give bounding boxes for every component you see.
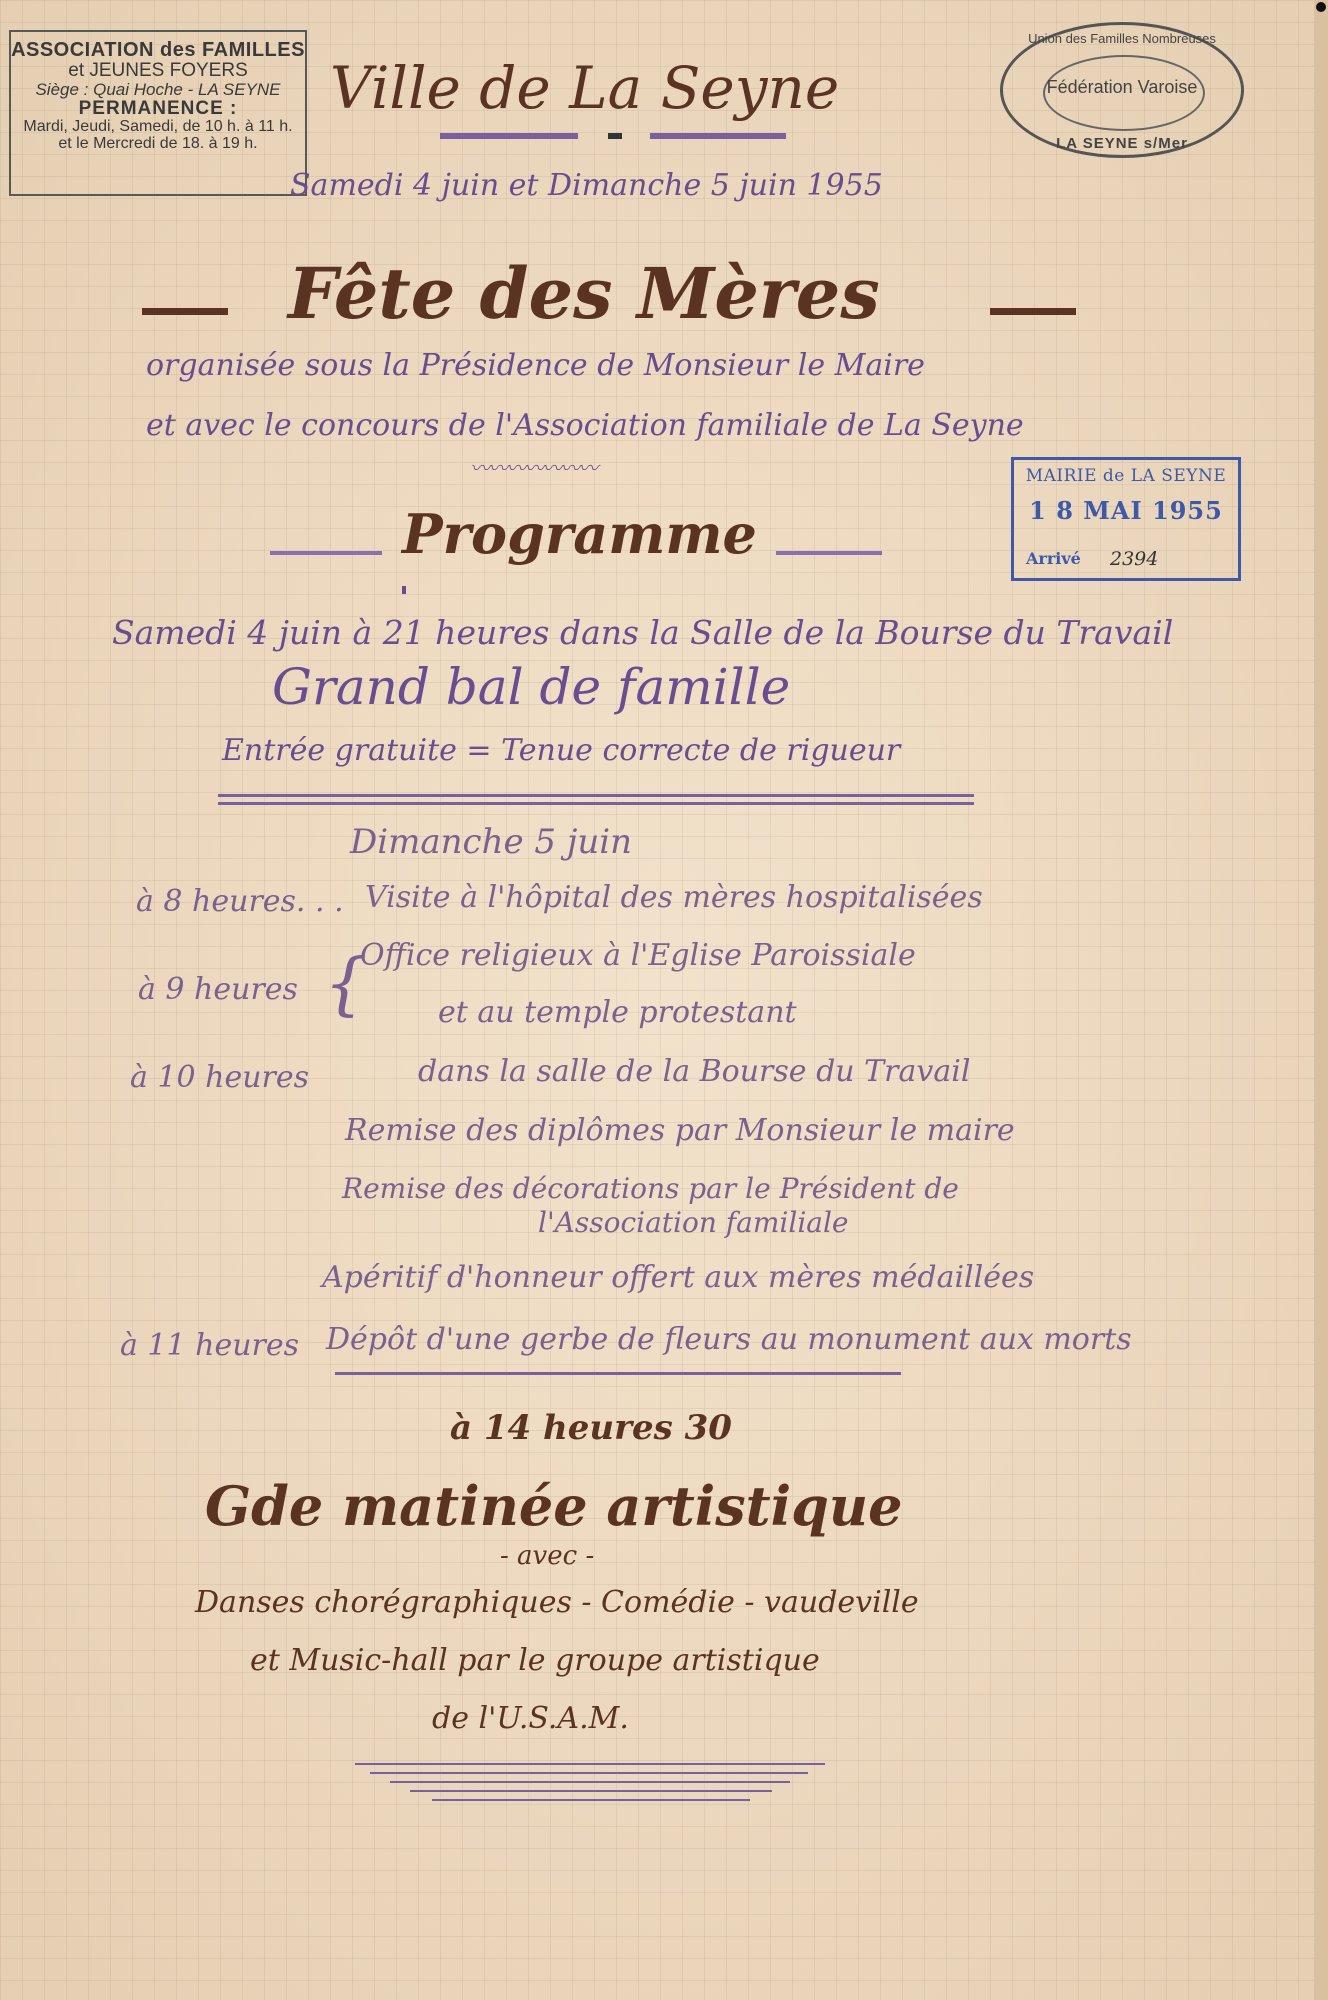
bottom-rule-2 <box>370 1772 808 1774</box>
city-underline-left <box>440 133 578 139</box>
title-sub-2: et avec le concours de l'Association familiale de La Seyne <box>146 408 1024 443</box>
programme-line-left <box>270 551 382 555</box>
title-dash-left <box>142 308 228 315</box>
assoc-line-5: Mardi, Jeudi, Samedi, de 10 h. à 11 h. <box>23 117 293 135</box>
sunday-time-1: à 8 heures. . . <box>136 884 344 919</box>
sunday-text-7: Dépôt d'une gerbe de fleurs au monument aux morts <box>326 1322 1132 1357</box>
main-title: Fête des Mères <box>288 252 880 335</box>
sunday-text-1: Visite à l'hôpital des mères hospitalisées <box>365 880 983 915</box>
association-stamp <box>9 30 307 196</box>
sunday-underline <box>335 1372 901 1375</box>
afternoon-line-2: et Music-hall par le groupe artistique <box>250 1643 820 1678</box>
received-stamp <box>1011 457 1241 581</box>
sunday-text-2: Office religieux à l'Eglise Paroissiale <box>360 938 916 973</box>
federation-ring-text: Union des Familles Nombreuses <box>1028 31 1216 46</box>
sunday-text-5b: l'Association familiale <box>538 1206 849 1239</box>
federation-stamp <box>1000 22 1244 158</box>
wavy-divider: 〰〰〰〰〰〰〰 <box>470 456 596 480</box>
assoc-line-3: Siège : Quai Hoche - LA SEYNE <box>35 79 281 99</box>
brace-symbol: { <box>324 945 368 1024</box>
sunday-heading: Dimanche 5 juin <box>350 822 633 862</box>
bottom-rule-1 <box>355 1763 825 1765</box>
afternoon-line-3: de l'U.S.A.M. <box>432 1701 629 1736</box>
saturday-underline-1 <box>218 794 974 797</box>
sunday-text-4: Remise des diplômes par Monsieur le maire <box>345 1113 1015 1148</box>
bottom-rule-5 <box>432 1799 750 1801</box>
bottom-rule-4 <box>410 1790 772 1792</box>
sunday-text-5: Remise des décorations par le Président de <box>342 1172 959 1205</box>
received-office: MAIRIE de LA SEYNE <box>1025 466 1227 486</box>
saturday-event: Grand bal de famille <box>272 658 791 716</box>
assoc-line-4: PERMANENCE : <box>78 97 238 119</box>
dates-line: Samedi 4 juin et Dimanche 5 juin 1955 <box>290 168 883 203</box>
programme-line-right <box>776 551 882 555</box>
saturday-underline-2 <box>218 802 974 805</box>
sunday-time-3: à 10 heures <box>130 1060 310 1095</box>
assoc-line-6: et le Mercredi de 18. à 19 h. <box>58 134 258 152</box>
city-underline-right <box>650 133 786 139</box>
programme-tick <box>402 586 406 594</box>
afternoon-time: à 14 heures 30 <box>450 1408 732 1448</box>
received-label: Arrivé <box>1026 549 1081 568</box>
afternoon-line-1: Danses chorégraphiques - Comédie - vaudeville <box>195 1585 919 1620</box>
saturday-note: Entrée gratuite = Tenue correcte de rigueur <box>222 733 901 768</box>
sunday-time-7: à 11 heures <box>120 1328 300 1363</box>
federation-place: LA SEYNE s/Mer <box>1056 135 1188 152</box>
bottom-rule-3 <box>390 1781 790 1783</box>
afternoon-event: Gde matinée artistique <box>205 1474 903 1538</box>
title-sub-1: organisée sous la Présidence de Monsieur le Maire <box>146 348 925 383</box>
sunday-time-2: à 9 heures <box>138 972 298 1007</box>
sunday-text-3: dans la salle de la Bourse du Travail <box>418 1054 971 1089</box>
saturday-line: Samedi 4 juin à 21 heures dans la Salle de la Bourse du Travail <box>112 613 1174 652</box>
received-number: 2394 <box>1110 548 1159 570</box>
federation-center: Fédération Varoise <box>1046 77 1198 97</box>
assoc-line-2: et JEUNES FOYERS <box>68 60 248 81</box>
afternoon-avec: - avec - <box>500 1541 595 1571</box>
title-dash-right <box>990 308 1076 315</box>
sunday-text-2b: et au temple protestant <box>438 995 797 1030</box>
city-title: Ville de La Seyne <box>330 54 840 122</box>
assoc-line-1: ASSOCIATION des FAMILLES <box>11 39 305 61</box>
received-date: 1 8 MAI 1955 <box>1029 496 1223 525</box>
city-underline-dot <box>608 133 622 139</box>
programme-heading: Programme <box>402 502 757 566</box>
sunday-text-6: Apéritif d'honneur offert aux mères médaillées <box>322 1260 1035 1295</box>
punch-hole <box>1316 2 1326 12</box>
paper-edge <box>1314 0 1328 2000</box>
